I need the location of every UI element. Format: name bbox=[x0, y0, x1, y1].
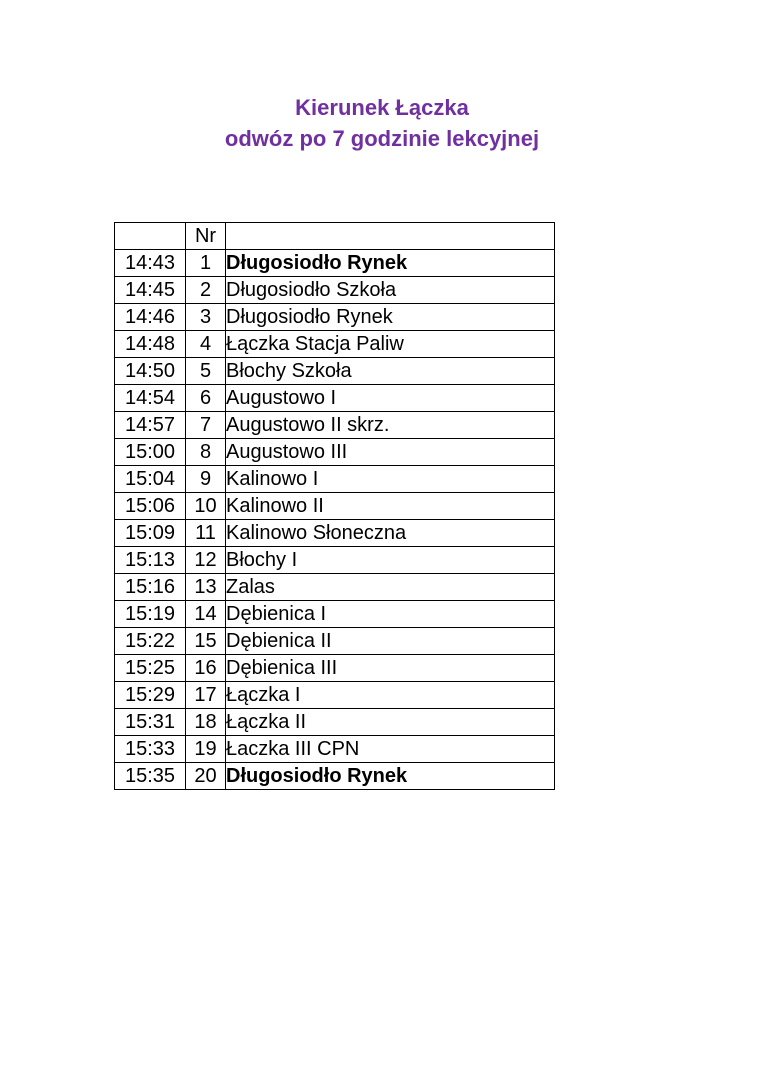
stop-name-cell: Błochy Szkoła bbox=[226, 358, 555, 385]
table-row bbox=[115, 493, 555, 520]
stop-number-cell: 5 bbox=[186, 358, 226, 385]
departure-time-cell: 14:46 bbox=[115, 304, 186, 331]
departure-time-cell: 15:13 bbox=[115, 547, 186, 574]
departure-time-cell: 15:00 bbox=[115, 439, 186, 466]
stop-number-cell: 7 bbox=[186, 412, 226, 439]
stop-name-cell: Augustowo III bbox=[226, 439, 555, 466]
table-row bbox=[115, 547, 555, 574]
stop-name-cell: Długosiodło Rynek bbox=[226, 250, 555, 277]
table-row bbox=[115, 304, 555, 331]
departure-time-cell: 15:16 bbox=[115, 574, 186, 601]
stop-number-cell: 14 bbox=[186, 601, 226, 628]
table-row bbox=[115, 574, 555, 601]
table-row bbox=[115, 628, 555, 655]
table-row bbox=[115, 736, 555, 763]
stop-name-cell: Łączka I bbox=[226, 682, 555, 709]
table-row bbox=[115, 331, 555, 358]
stop-number-cell: 15 bbox=[186, 628, 226, 655]
stop-name-cell: Kalinowo II bbox=[226, 493, 555, 520]
stop-name-cell: Długosiodło Rynek bbox=[226, 304, 555, 331]
header-stop-cell bbox=[226, 223, 555, 250]
table-row bbox=[115, 601, 555, 628]
stop-name-cell: Zalas bbox=[226, 574, 555, 601]
stop-number-cell: 2 bbox=[186, 277, 226, 304]
departure-time-cell: 15:35 bbox=[115, 763, 186, 790]
schedule-table bbox=[114, 222, 555, 790]
stop-number-cell: 17 bbox=[186, 682, 226, 709]
stop-number-cell: 19 bbox=[186, 736, 226, 763]
stop-number-cell: 8 bbox=[186, 439, 226, 466]
table-row bbox=[115, 763, 555, 790]
stop-name-cell: Długosiodło Szkoła bbox=[226, 277, 555, 304]
stop-number-cell: 16 bbox=[186, 655, 226, 682]
stop-name-cell: Augustowo I bbox=[226, 385, 555, 412]
stop-name-cell: Łaczka III CPN bbox=[226, 736, 555, 763]
departure-time-cell: 14:43 bbox=[115, 250, 186, 277]
stop-name-cell: Dębienica III bbox=[226, 655, 555, 682]
departure-time-cell: 15:06 bbox=[115, 493, 186, 520]
stop-name-cell: Kalinowo I bbox=[226, 466, 555, 493]
departure-time-cell: 15:25 bbox=[115, 655, 186, 682]
schedule-table-body bbox=[115, 223, 555, 790]
departure-time-cell: 15:22 bbox=[115, 628, 186, 655]
stop-name-cell: Łączka Stacja Paliw bbox=[226, 331, 555, 358]
stop-number-cell: 20 bbox=[186, 763, 226, 790]
table-row bbox=[115, 655, 555, 682]
table-row bbox=[115, 682, 555, 709]
table-row bbox=[115, 385, 555, 412]
table-row bbox=[115, 412, 555, 439]
departure-time-cell: 14:50 bbox=[115, 358, 186, 385]
departure-time-cell: 15:09 bbox=[115, 520, 186, 547]
stop-name-cell: Dębienica II bbox=[226, 628, 555, 655]
departure-time-cell: 15:31 bbox=[115, 709, 186, 736]
stop-number-cell: 12 bbox=[186, 547, 226, 574]
table-header-row bbox=[115, 223, 555, 250]
departure-time-cell: 14:57 bbox=[115, 412, 186, 439]
table-row bbox=[115, 709, 555, 736]
departure-time-cell: 14:48 bbox=[115, 331, 186, 358]
stop-name-cell: Dębienica I bbox=[226, 601, 555, 628]
stop-number-cell: 3 bbox=[186, 304, 226, 331]
stop-number-cell: 9 bbox=[186, 466, 226, 493]
departure-time-cell: 15:29 bbox=[115, 682, 186, 709]
stop-name-cell: Kalinowo Słoneczna bbox=[226, 520, 555, 547]
title-line-2: odwóz po 7 godzinie lekcyjnej bbox=[224, 126, 540, 151]
stop-number-cell: 13 bbox=[186, 574, 226, 601]
table-row bbox=[115, 520, 555, 547]
table-row bbox=[115, 466, 555, 493]
departure-time-cell: 15:33 bbox=[115, 736, 186, 763]
stop-name-cell: Łączka II bbox=[226, 709, 555, 736]
table-row bbox=[115, 358, 555, 385]
header-time-cell bbox=[115, 223, 186, 250]
table-row bbox=[115, 439, 555, 466]
departure-time-cell: 15:19 bbox=[115, 601, 186, 628]
table-row bbox=[115, 277, 555, 304]
stop-name-cell: Długosiodło Rynek bbox=[226, 763, 555, 790]
departure-time-cell: 14:54 bbox=[115, 385, 186, 412]
departure-time-cell: 14:45 bbox=[115, 277, 186, 304]
title-line-1: Kierunek Łączka bbox=[295, 95, 469, 120]
stop-name-cell: Augustowo II skrz. bbox=[226, 412, 555, 439]
stop-number-cell: 10 bbox=[186, 493, 226, 520]
document-title bbox=[0, 92, 764, 154]
stop-name-cell: Błochy I bbox=[226, 547, 555, 574]
stop-number-cell: 11 bbox=[186, 520, 226, 547]
stop-number-cell: 4 bbox=[186, 331, 226, 358]
departure-time-cell: 15:04 bbox=[115, 466, 186, 493]
header-nr-cell: Nr bbox=[186, 223, 226, 250]
stop-number-cell: 18 bbox=[186, 709, 226, 736]
table-row bbox=[115, 250, 555, 277]
stop-number-cell: 1 bbox=[186, 250, 226, 277]
stop-number-cell: 6 bbox=[186, 385, 226, 412]
